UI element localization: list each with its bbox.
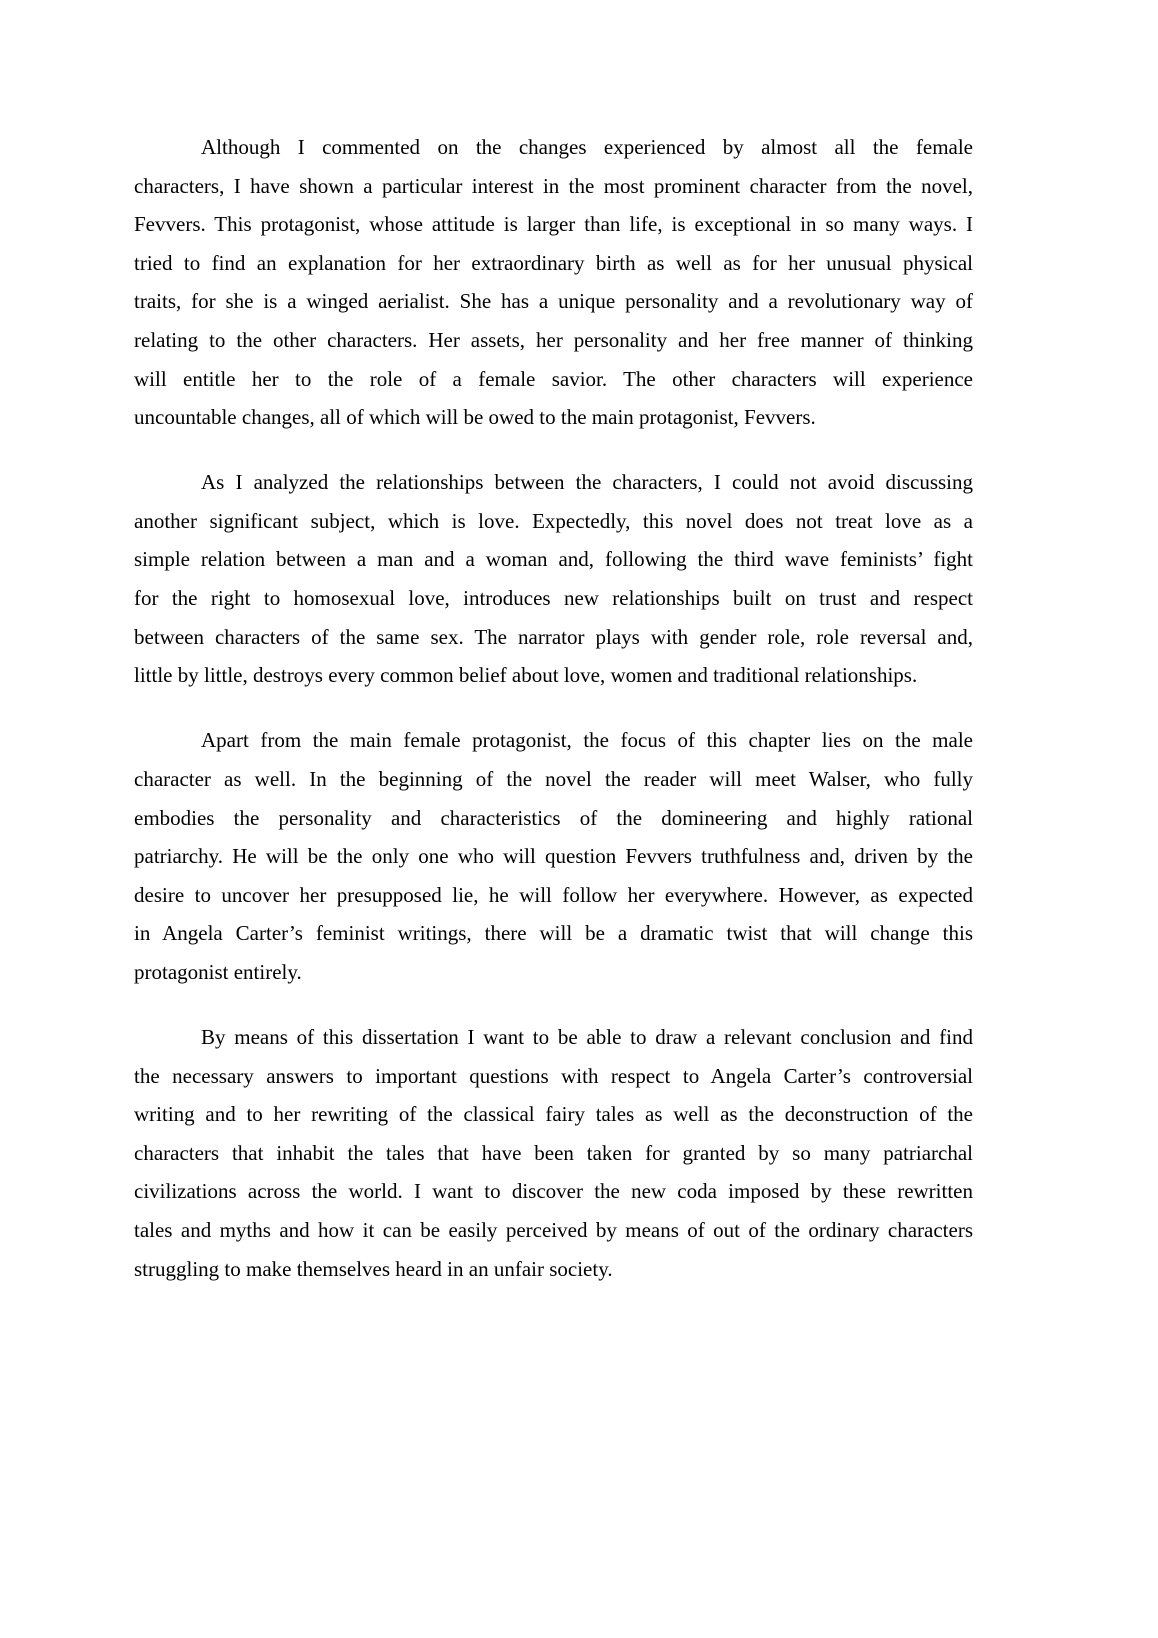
text-line: Fevvers. This protagonist, whose attitude is larger than life, is exceptional in so many ways. I [134,212,973,237]
text-line: simple relation between a man and a woman and, following the third wave feminists’ fight [134,547,973,572]
text-line: the necessary answers to important questions with respect to Angela Carter’s controversial [134,1063,973,1088]
text-line: Apart from the main female protagonist, the focus of this chapter lies on the male [201,728,973,753]
text-line: will entitle her to the role of a female savior. The other characters will experience [134,366,973,391]
text-line: patriarchy. He will be the only one who will question Fevvers truthfulness and, driven by the [134,844,973,869]
paragraph [134,132,973,441]
text-line: civilizations across the world. I want to discover the new coda imposed by these rewritten [134,1179,973,1204]
paragraph [134,467,973,699]
text-line: in Angela Carter’s feminist writings, there will be a dramatic twist that will change this [134,921,973,946]
text-line: As I analyzed the relationships between the characters, I could not avoid discussing [201,470,973,495]
text-line: relating to the other characters. Her assets, her personality and her free manner of thinking [134,327,973,352]
paragraph [134,725,973,995]
text-line: tales and myths and how it can be easily perceived by means of out of the ordinary characters [134,1217,973,1242]
text-line: embodies the personality and characteristics of the domineering and highly rational [134,805,973,830]
text-line: Although I commented on the changes experienced by almost all the female [201,135,973,159]
text-line: desire to uncover her presupposed lie, he will follow her everywhere. However, as expected [134,882,973,907]
text-line: character as well. In the beginning of the novel the reader will meet Walser, who fully [134,766,973,791]
text-line: writing and to her rewriting of the classical fairy tales as well as the deconstruction of the [134,1102,973,1127]
text-line: characters that inhabit the tales that have been taken for granted by so many patriarchal [134,1140,973,1165]
text-line: struggling to make themselves heard in an unfair society. [134,1256,613,1281]
text-line: between characters of the same sex. The narrator plays with gender role, role reversal and, [134,624,973,649]
text-line: characters, I have shown a particular interest in the most prominent character from the novel, [134,173,973,198]
text-line: for the right to homosexual love, introduces new relationships built on trust and respect [134,586,973,611]
text-line: little by little, destroys every common belief about love, women and traditional relationships. [134,663,918,688]
text-line: another significant subject, which is love. Expectedly, this novel does not treat love as a [134,508,973,533]
paragraph [134,1022,973,1292]
text-line: protagonist entirely. [134,959,302,984]
document-page [134,132,973,1319]
text-line: traits, for she is a winged aerialist. She has a unique personality and a revolutionary way of [134,289,973,314]
text-line: By means of this dissertation I want to be able to draw a relevant conclusion and find [201,1024,973,1049]
text-line: tried to find an explanation for her extraordinary birth as well as for her unusual physical [134,250,973,275]
text-line: uncountable changes, all of which will be owed to the main protagonist, Fevvers. [134,405,816,430]
